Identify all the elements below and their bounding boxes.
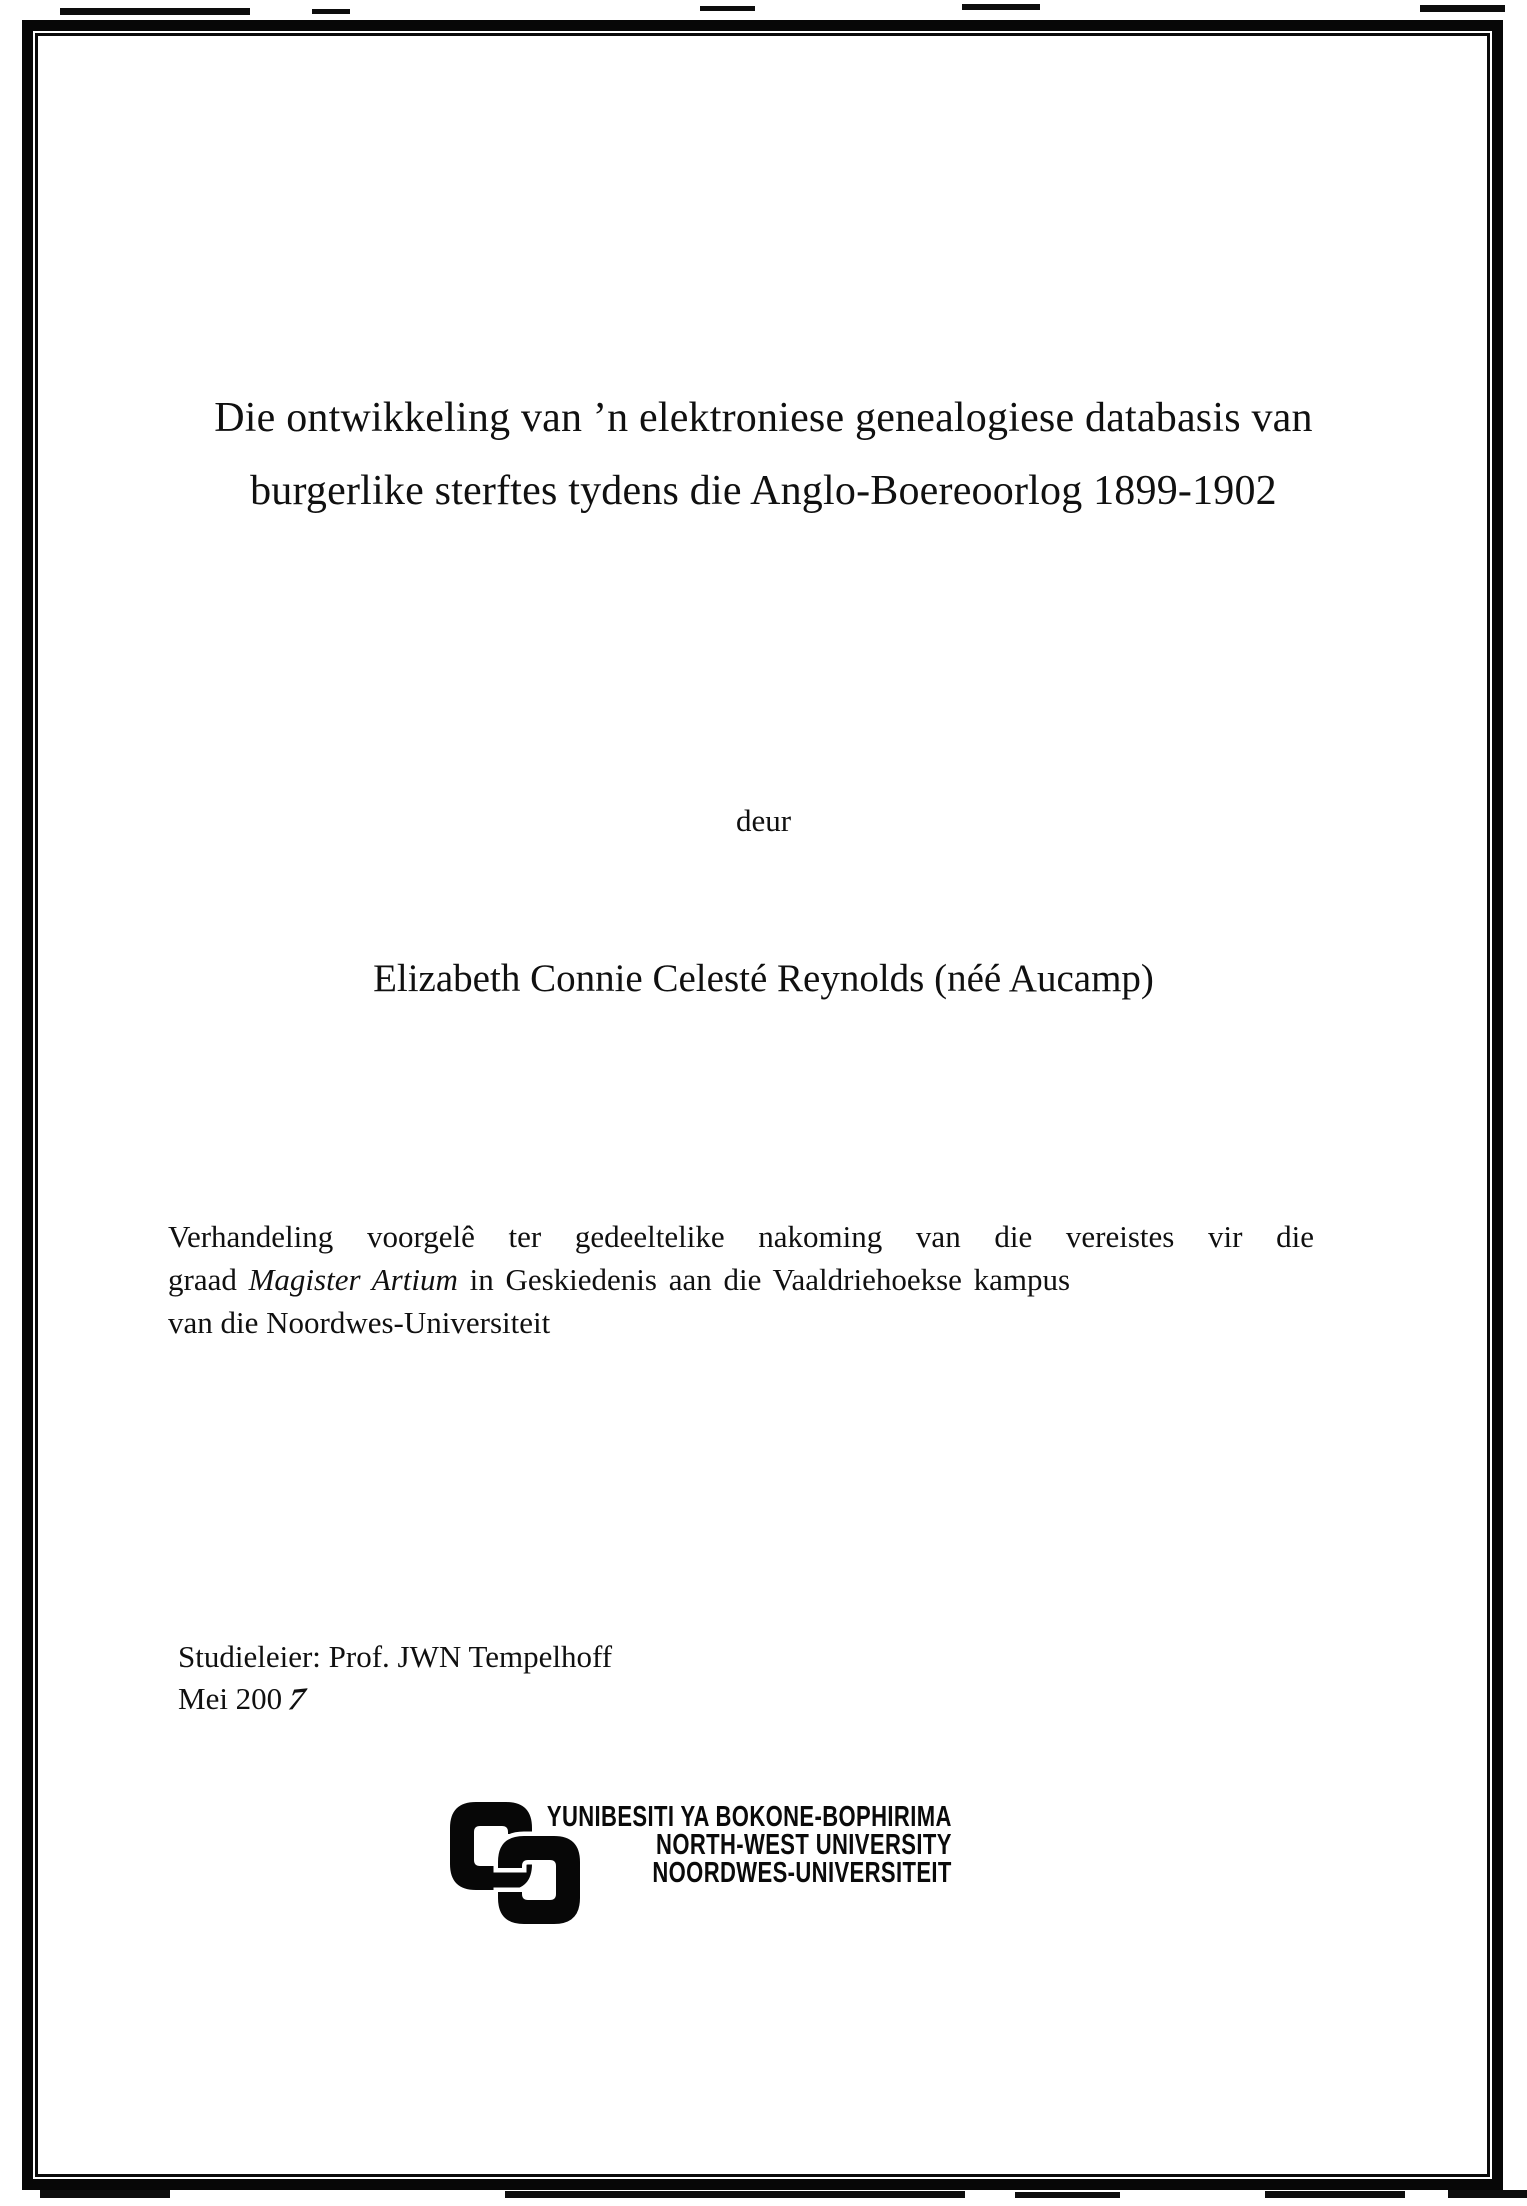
logo-line-english: NORTH-WEST UNIVERSITY xyxy=(656,1829,952,1861)
scan-artifact xyxy=(312,9,350,14)
university-logo-text xyxy=(547,1803,952,1887)
scan-artifact xyxy=(60,8,250,15)
scan-artifact xyxy=(505,2191,965,2198)
thesis-title-line2: burgerlike sterftes tydens die Anglo-Boereoorlog 1899-1902 xyxy=(250,468,1277,514)
thesis-title-line1: Die ontwikkeling van ’n elektroniese genealogiese databasis van xyxy=(214,395,1313,441)
logo-line-afrikaans: NOORDWES-UNIVERSITEIT xyxy=(652,1857,952,1889)
date-line xyxy=(178,1677,312,1720)
degree-line2-suffix: in Geskiedenis aan die Vaaldriehoekse kampus xyxy=(457,1262,1071,1297)
degree-statement-line2 xyxy=(168,1258,1314,1301)
degree-statement-line3: van die Noordwes-Universiteit xyxy=(168,1305,551,1340)
scan-artifact xyxy=(1420,5,1505,12)
degree-line2-prefix: graad xyxy=(168,1262,249,1297)
scan-artifact xyxy=(1015,2192,1120,2198)
degree-statement xyxy=(168,1215,1314,1344)
author-name: Elizabeth Connie Celesté Reynolds (néé Aucamp) xyxy=(373,957,1154,1000)
degree-name-italic: Magister Artium xyxy=(248,1262,458,1297)
thesis-title xyxy=(0,382,1527,528)
date-prefix: Mei 200 xyxy=(178,1681,283,1716)
byline-label: deur xyxy=(735,803,792,838)
scan-artifact xyxy=(1448,2190,1527,2198)
logo-line-setswana: YUNIBESITI YA BOKONE-BOPHIRIMA xyxy=(547,1801,952,1833)
supervisor-line: Studieleier: Prof. JWN Tempelhoff xyxy=(178,1639,613,1674)
date-final-digit: 7 xyxy=(283,1680,312,1717)
scan-artifact xyxy=(1265,2191,1405,2198)
scan-artifact xyxy=(700,6,755,11)
scan-artifact xyxy=(40,2190,170,2198)
degree-statement-line1: Verhandeling voorgelê ter gedeeltelike nakoming van die vereistes vir die xyxy=(168,1219,1314,1254)
scan-artifact xyxy=(962,4,1040,10)
